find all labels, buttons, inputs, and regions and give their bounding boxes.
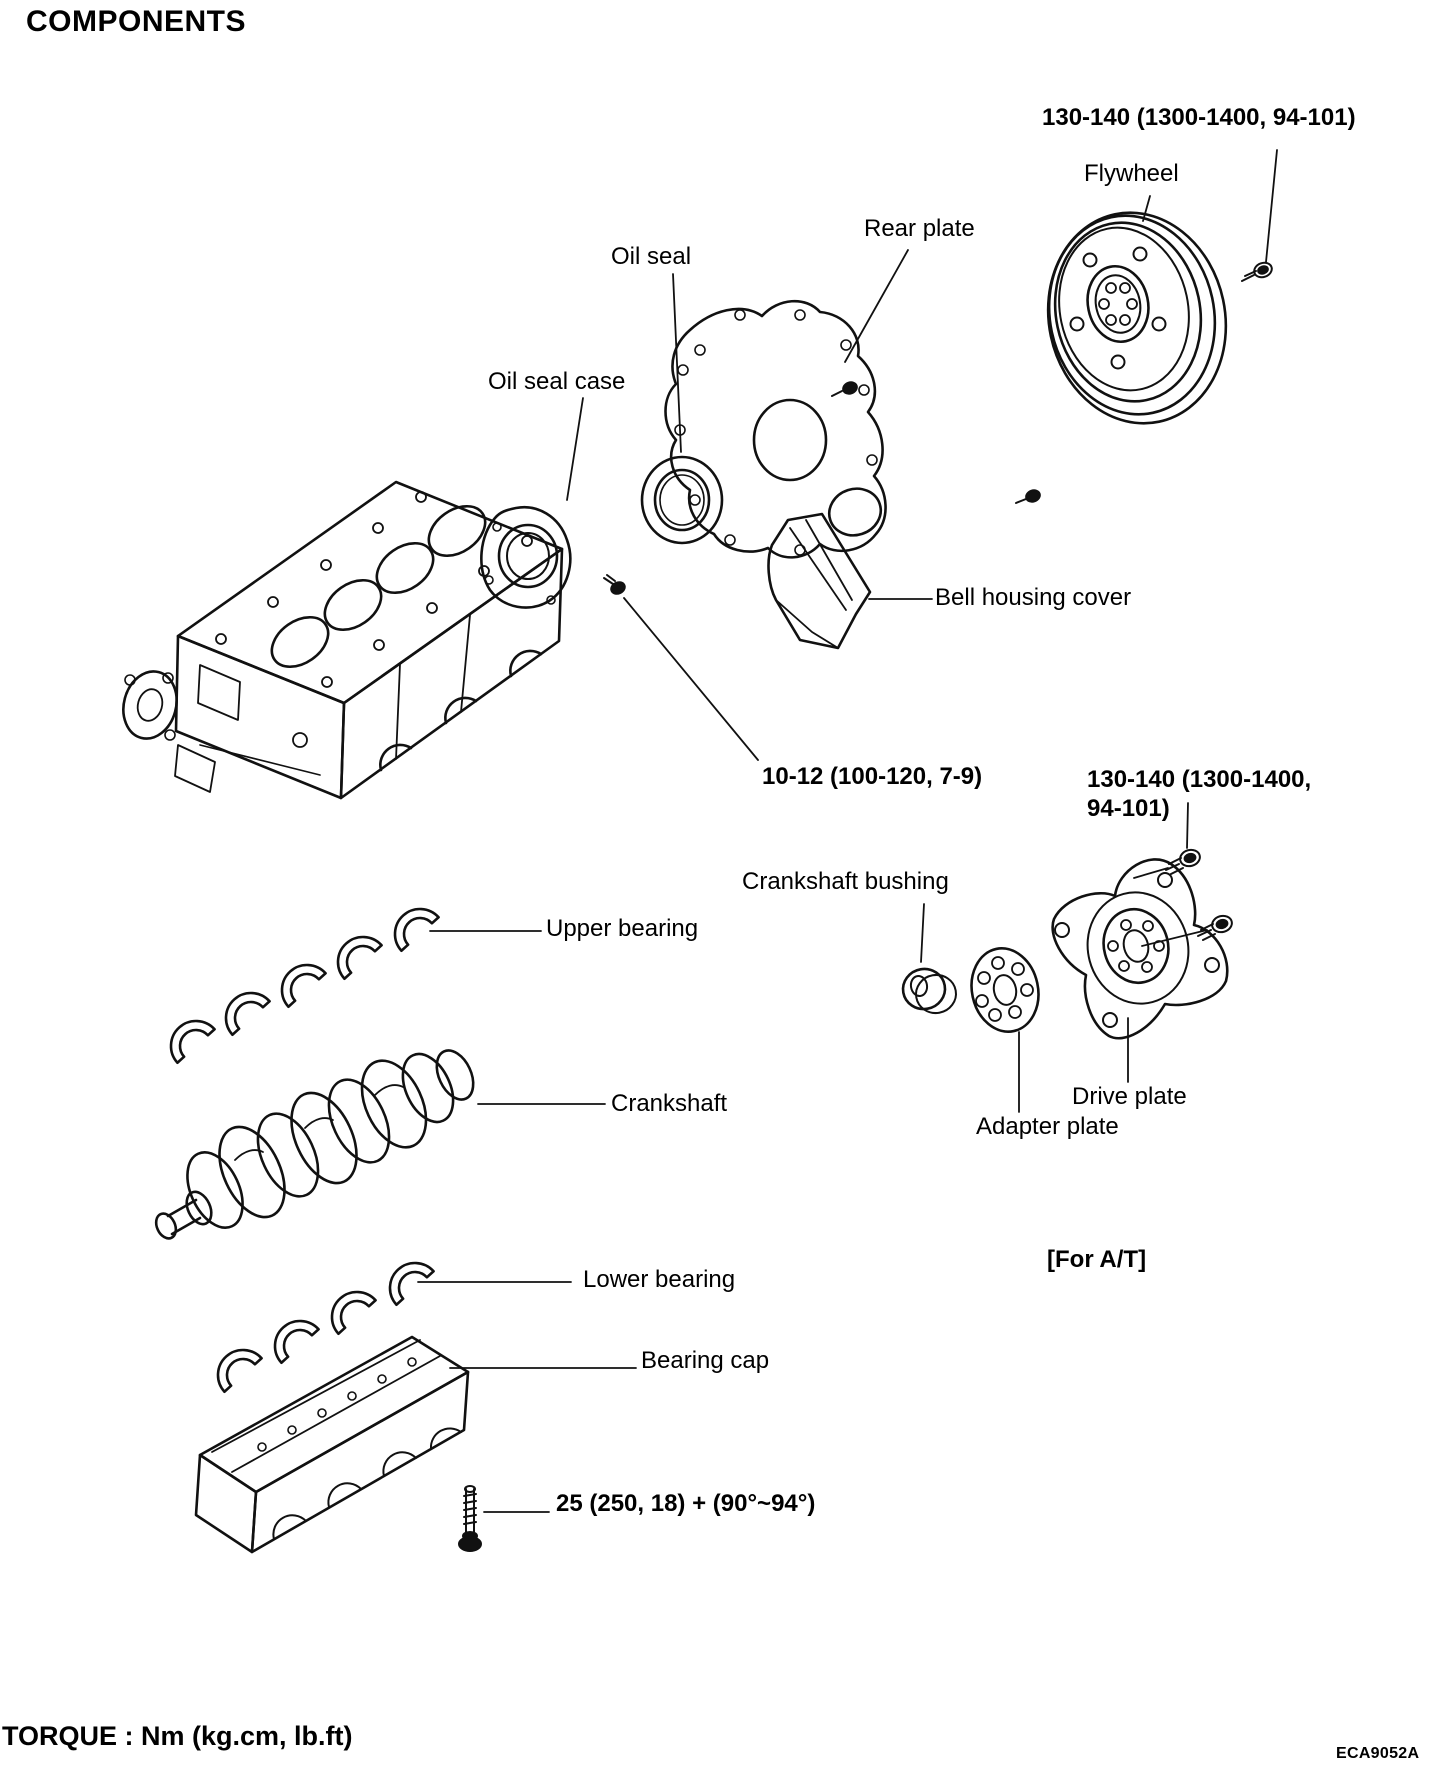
leader-lines xyxy=(418,150,1277,1512)
label-oil-seal: Oil seal xyxy=(611,243,692,270)
label-rear-plate: Rear plate xyxy=(864,215,975,242)
page-title: COMPONENTS xyxy=(26,5,247,38)
crankshaft-bushing-drawing xyxy=(900,966,959,1017)
label-flywheel: Flywheel xyxy=(1084,160,1179,187)
label-drive-plate: Drive plate xyxy=(1072,1083,1187,1110)
figure-code: ECA9052A xyxy=(1336,1745,1420,1762)
rear-plate-bolt-2 xyxy=(1016,488,1041,503)
torque-units-note: TORQUE : Nm (kg.cm, lb.ft) xyxy=(2,1721,353,1751)
torque-drive-plate xyxy=(1087,766,1311,824)
label-crankshaft: Crankshaft xyxy=(611,1090,728,1117)
label-bell-housing-cover: Bell housing cover xyxy=(935,584,1132,611)
label-crankshaft-bushing: Crankshaft bushing xyxy=(742,868,949,895)
label-bearing-cap: Bearing cap xyxy=(641,1347,770,1374)
drive-plate-drawing xyxy=(1053,859,1228,1038)
label-lower-bearing: Lower bearing xyxy=(583,1266,736,1293)
label-adapter-plate: Adapter plate xyxy=(976,1113,1119,1140)
flywheel-drawing xyxy=(1029,196,1245,440)
leader-rear-plate xyxy=(845,250,908,362)
upper-bearing-drawing xyxy=(161,899,439,1063)
label-upper-bearing: Upper bearing xyxy=(546,915,699,942)
crankshaft-drawing xyxy=(152,1045,480,1242)
label-for-at-note: [For A/T] xyxy=(1047,1246,1147,1273)
leader-oil-seal-case-torque xyxy=(624,598,758,760)
drive-plate-bolt-b-drawing xyxy=(1198,914,1234,940)
oil-seal-case-bolt-drawing xyxy=(604,575,627,596)
bearing-cap-drawing xyxy=(196,1337,468,1552)
lower-bearing-drawing xyxy=(208,1253,434,1392)
torque-flywheel: 130-140 (1300-1400, 94-101) xyxy=(1042,104,1356,131)
rear-plate-drawing xyxy=(666,301,1042,557)
torque-drive-plate-line2: 94-101) xyxy=(1087,794,1170,822)
bearing-cap-bolt-drawing xyxy=(459,1486,481,1551)
rear-plate-bolt xyxy=(832,380,858,396)
torque-drive-plate-line1: 130-140 (1300-1400, xyxy=(1087,766,1312,793)
drive-plate-bolt-a-drawing xyxy=(1166,848,1202,874)
flywheel-bolt-drawing xyxy=(1242,260,1274,281)
torque-bearing-cap: 25 (250, 18) + (90°~94°) xyxy=(556,1490,816,1517)
oil-seal-drawing xyxy=(642,457,722,543)
adapter-plate-drawing xyxy=(964,942,1046,1038)
leader-flywheel-torque xyxy=(1266,150,1277,262)
leader-drive-plate-bolt-b xyxy=(1142,930,1207,946)
torque-oil-seal-case: 10-12 (100-120, 7-9) xyxy=(762,763,983,790)
leader-oil-seal-case xyxy=(567,398,583,500)
engine-block-drawing xyxy=(116,482,562,798)
label-oil-seal-case: Oil seal case xyxy=(488,368,626,395)
leader-crankshaft-bushing xyxy=(921,904,924,962)
